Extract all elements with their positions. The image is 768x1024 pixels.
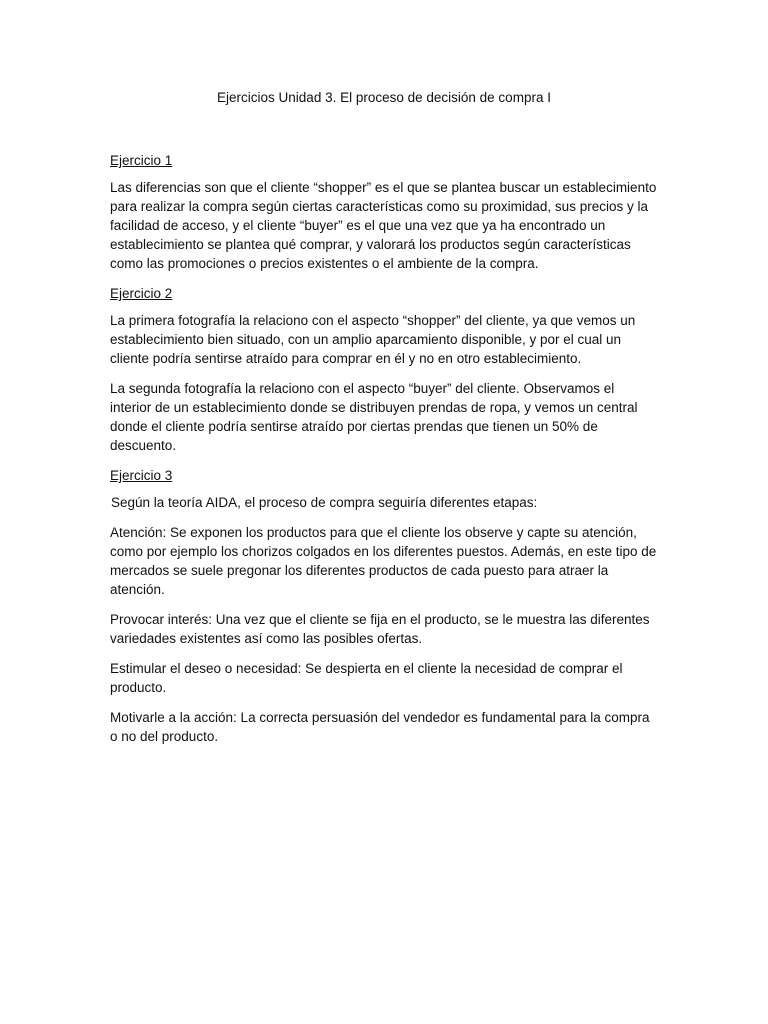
exercise-3-intro: Según la teoría AIDA, el proceso de compra seguiría diferentes etapas: [111, 495, 538, 510]
aida-stage-desire: Estimular el deseo o necesidad: Se despierta en el cliente la necesidad de comprar el producto. [110, 661, 623, 695]
exercise-2-paragraph-2: La segunda fotografía la relaciono con el aspecto “buyer” del cliente. Observamos el interior de un establecimiento donde se distribuyen prendas de ropa, y vemos un central donde el cliente podría sentirse atraído por ciertas prendas que tienen un 50% de descuento. [110, 381, 638, 453]
aida-stage-interest: Provocar interés: Una vez que el cliente se fija en el producto, se le muestra las diferentes variedades existentes así como las posibles ofertas. [110, 612, 650, 646]
exercise-1-text: Las diferencias son que el cliente “shopper” es el que se plantea buscar un establecimiento para realizar la compra según ciertas características como su proximidad, sus precios y la facilidad de acceso, y el cliente “buyer” es el que una vez que ya ha encontrado un establecimiento se plantea qué comprar, y valorará los productos según características como las promociones o precios existentes o el ambiente de la compra. [110, 180, 657, 271]
aida-stage-action: Motivarle a la acción: La correcta persuasión del vendedor es fundamental para la compra o no del producto. [110, 710, 650, 744]
exercise-1-heading: Ejercicio 1 [110, 153, 173, 168]
document-title: Ejercicios Unidad 3. El proceso de decisión de compra I [217, 90, 551, 105]
exercise-2-section [110, 284, 658, 455]
document-content [110, 88, 658, 757]
exercise-1-section [110, 151, 658, 273]
exercise-2-paragraph-1: La primera fotografía la relaciono con el aspecto “shopper” del cliente, ya que vemos un establecimiento bien situado, con un amplio aparcamiento disponible, y por el cual un cliente podría sentirse atraído para comprar en él y no en otro establecimiento. [110, 313, 636, 366]
exercise-3-section [110, 466, 658, 746]
aida-stage-attention: Atención: Se exponen los productos para que el cliente los observe y capte su atención, como por ejemplo los chorizos colgados en los diferentes puestos. Además, en este tipo de mercados se suele pregonar los diferentes productos de cada puesto para atraer la atención. [110, 525, 657, 597]
exercise-2-heading: Ejercicio 2 [110, 286, 173, 301]
exercise-3-heading: Ejercicio 3 [110, 468, 173, 483]
